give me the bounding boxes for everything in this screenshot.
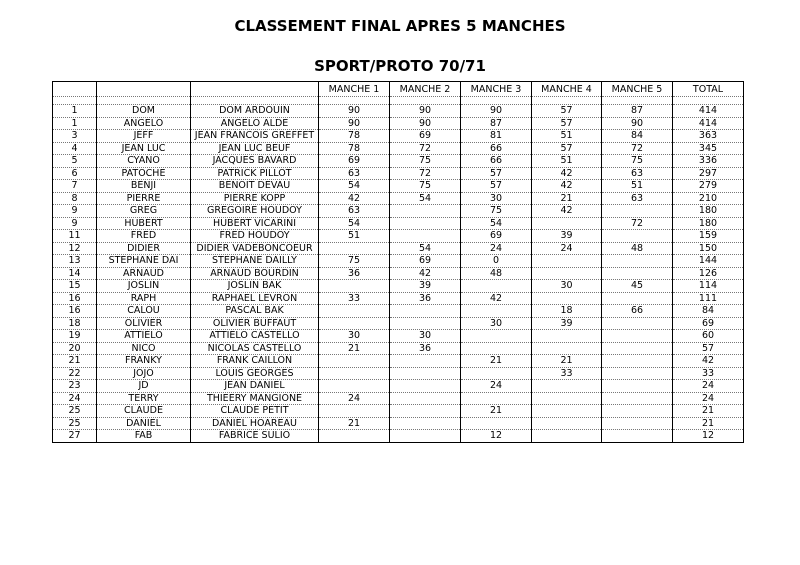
name-cell: JEAN DANIEL [191,380,319,393]
page-title: CLASSEMENT FINAL APRES 5 MANCHES [234,17,566,35]
total-cell: 57 [673,342,744,355]
manche-4-cell: 42 [532,180,602,193]
manche-5-cell [602,405,673,418]
manche-2-cell: 30 [390,330,461,343]
nickname-cell: DANIEL [97,417,191,430]
manche-1-cell: 51 [319,230,390,243]
table-row [53,130,744,143]
manche-5-cell: 63 [602,192,673,205]
manche-4-cell: 24 [532,242,602,255]
rank-cell: 6 [53,167,97,180]
name-cell: LOUIS GEORGES [191,367,319,380]
manche-3-cell: 30 [461,317,532,330]
total-cell: 180 [673,217,744,230]
nickname-cell: FRED [97,230,191,243]
manche-1-cell [319,355,390,368]
rank-cell: 15 [53,280,97,293]
name-cell: FRED HOUDOY [191,230,319,243]
manche-3-cell: 12 [461,430,532,443]
header-manche-1: MANCHE 1 [319,82,390,97]
rank-cell: 1 [53,105,97,118]
nickname-cell: JOSLIN [97,280,191,293]
name-cell: STEPHANE DAILLY [191,255,319,268]
header-nickname [97,82,191,97]
manche-3-cell: 90 [461,105,532,118]
manche-2-cell: 72 [390,167,461,180]
manche-3-cell [461,305,532,318]
table-row [53,255,744,268]
spacer-cell [97,97,191,105]
nickname-cell: CYANO [97,155,191,168]
manche-1-cell: 75 [319,255,390,268]
table-row [53,330,744,343]
manche-1-cell: 54 [319,217,390,230]
table-row [53,155,744,168]
manche-4-cell: 42 [532,167,602,180]
manche-5-cell [602,230,673,243]
header-manche-3: MANCHE 3 [461,82,532,97]
total-cell: 42 [673,355,744,368]
manche-2-cell [390,367,461,380]
manche-5-cell: 72 [602,217,673,230]
manche-5-cell: 84 [602,130,673,143]
nickname-cell: OLIVIER [97,317,191,330]
total-cell: 126 [673,267,744,280]
nickname-cell: FRANKY [97,355,191,368]
manche-3-cell [461,280,532,293]
manche-3-cell [461,330,532,343]
name-cell: RAPHAEL LEVRON [191,292,319,305]
manche-1-cell: 42 [319,192,390,205]
rank-cell: 16 [53,292,97,305]
manche-5-cell [602,317,673,330]
header-rank [53,82,97,97]
total-cell: 114 [673,280,744,293]
rank-cell: 19 [53,330,97,343]
manche-3-cell: 21 [461,355,532,368]
nickname-cell: BENJI [97,180,191,193]
rank-cell: 16 [53,305,97,318]
manche-2-cell [390,392,461,405]
manche-1-cell [319,317,390,330]
name-cell: JEAN FRANCOIS GREFFET [191,130,319,143]
name-cell: ARNAUD BOURDIN [191,267,319,280]
manche-4-cell [532,430,602,443]
manche-5-cell: 90 [602,117,673,130]
nickname-cell: ANGELO [97,117,191,130]
manche-2-cell [390,305,461,318]
total-cell: 144 [673,255,744,268]
header-manche-4: MANCHE 4 [532,82,602,97]
nickname-cell: JEFF [97,130,191,143]
results-table [52,81,744,443]
spacer-cell [461,97,532,105]
rank-cell: 3 [53,130,97,143]
nickname-cell: JD [97,380,191,393]
manche-3-cell: 54 [461,217,532,230]
manche-2-cell [390,417,461,430]
manche-4-cell: 30 [532,280,602,293]
total-cell: 111 [673,292,744,305]
nickname-cell: PATOCHE [97,167,191,180]
manche-1-cell: 63 [319,167,390,180]
total-cell: 84 [673,305,744,318]
manche-3-cell: 57 [461,167,532,180]
rank-cell: 14 [53,267,97,280]
total-cell: 150 [673,242,744,255]
manche-5-cell [602,380,673,393]
manche-1-cell [319,380,390,393]
manche-1-cell [319,367,390,380]
rank-cell: 4 [53,142,97,155]
rank-cell: 13 [53,255,97,268]
table-row [53,117,744,130]
rank-cell: 24 [53,392,97,405]
manche-1-cell: 36 [319,267,390,280]
manche-5-cell: 72 [602,142,673,155]
nickname-cell: ARNAUD [97,267,191,280]
rank-cell: 8 [53,192,97,205]
nickname-cell: FAB [97,430,191,443]
spacer-row [53,97,744,105]
table-row [53,142,744,155]
total-cell: 60 [673,330,744,343]
manche-4-cell [532,342,602,355]
table-row [53,430,744,443]
manche-5-cell: 45 [602,280,673,293]
name-cell: DIDIER VADEBONCOEUR [191,242,319,255]
total-cell: 69 [673,317,744,330]
nickname-cell: DOM [97,105,191,118]
name-cell: JACQUES BAVARD [191,155,319,168]
nickname-cell: PIERRE [97,192,191,205]
nickname-cell: RAPH [97,292,191,305]
table-row [53,267,744,280]
manche-1-cell: 90 [319,117,390,130]
manche-4-cell: 42 [532,205,602,218]
total-cell: 345 [673,142,744,155]
nickname-cell: ATTIELO [97,330,191,343]
manche-2-cell: 36 [390,342,461,355]
manche-4-cell: 18 [532,305,602,318]
nickname-cell: TERRY [97,392,191,405]
manche-4-cell: 57 [532,105,602,118]
manche-5-cell [602,267,673,280]
name-cell: HUBERT VICARINI [191,217,319,230]
manche-5-cell: 63 [602,167,673,180]
manche-4-cell: 51 [532,155,602,168]
rank-cell: 18 [53,317,97,330]
manche-1-cell: 78 [319,130,390,143]
manche-4-cell [532,405,602,418]
manche-1-cell: 69 [319,155,390,168]
manche-2-cell: 75 [390,180,461,193]
name-cell: JOSLIN BAK [191,280,319,293]
rank-cell: 22 [53,367,97,380]
manche-2-cell: 36 [390,292,461,305]
manche-4-cell [532,217,602,230]
table-row [53,305,744,318]
name-cell: CLAUDE PETIT [191,405,319,418]
manche-2-cell: 75 [390,155,461,168]
manche-4-cell: 33 [532,367,602,380]
spacer-cell [191,97,319,105]
rank-cell: 25 [53,417,97,430]
table-row [53,280,744,293]
total-cell: 159 [673,230,744,243]
manche-3-cell: 81 [461,130,532,143]
spacer-cell [532,97,602,105]
spacer-cell [319,97,390,105]
manche-4-cell [532,417,602,430]
manche-1-cell: 78 [319,142,390,155]
manche-5-cell [602,367,673,380]
name-cell: PIERRE KOPP [191,192,319,205]
manche-1-cell [319,242,390,255]
manche-5-cell: 51 [602,180,673,193]
rank-cell: 1 [53,117,97,130]
manche-3-cell: 48 [461,267,532,280]
manche-1-cell: 54 [319,180,390,193]
rank-cell: 25 [53,405,97,418]
manche-3-cell: 24 [461,380,532,393]
spacer-cell [390,97,461,105]
table-row [53,105,744,118]
rank-cell: 12 [53,242,97,255]
manche-2-cell: 39 [390,280,461,293]
manche-4-cell: 51 [532,130,602,143]
manche-2-cell [390,217,461,230]
manche-5-cell [602,417,673,430]
manche-2-cell: 42 [390,267,461,280]
name-cell: PATRICK PILLOT [191,167,319,180]
manche-2-cell: 69 [390,130,461,143]
name-cell: OLIVIER BUFFAUT [191,317,319,330]
manche-2-cell [390,230,461,243]
table-row [53,367,744,380]
total-cell: 414 [673,117,744,130]
table-row [53,380,744,393]
manche-1-cell: 24 [319,392,390,405]
manche-1-cell: 33 [319,292,390,305]
table-row [53,342,744,355]
manche-4-cell: 21 [532,355,602,368]
manche-3-cell: 21 [461,405,532,418]
name-cell: JEAN LUC BEUF [191,142,319,155]
name-cell: THIEERY MANGIONE [191,392,319,405]
manche-5-cell [602,292,673,305]
manche-5-cell [602,255,673,268]
manche-4-cell: 57 [532,142,602,155]
manche-3-cell: 24 [461,242,532,255]
name-cell: BENOIT DEVAU [191,180,319,193]
manche-5-cell [602,205,673,218]
table-row [53,230,744,243]
nickname-cell: STEPHANE DAI [97,255,191,268]
name-cell: GREGOIRE HOUDOY [191,205,319,218]
manche-1-cell [319,430,390,443]
manche-1-cell: 90 [319,105,390,118]
name-cell: FRANK CAILLON [191,355,319,368]
manche-4-cell [532,292,602,305]
rank-cell: 23 [53,380,97,393]
rank-cell: 7 [53,180,97,193]
manche-5-cell: 87 [602,105,673,118]
manche-5-cell [602,330,673,343]
rank-cell: 27 [53,430,97,443]
manche-2-cell [390,380,461,393]
table-row [53,217,744,230]
nickname-cell: HUBERT [97,217,191,230]
manche-2-cell [390,355,461,368]
total-cell: 21 [673,417,744,430]
manche-3-cell: 57 [461,180,532,193]
rank-cell: 21 [53,355,97,368]
name-cell: NICOLAS CASTELLO [191,342,319,355]
name-cell: ANGELO ALDE [191,117,319,130]
manche-4-cell: 39 [532,230,602,243]
manche-2-cell [390,405,461,418]
table-row [53,205,744,218]
manche-2-cell [390,205,461,218]
manche-4-cell: 57 [532,117,602,130]
table-row [53,292,744,305]
manche-5-cell [602,430,673,443]
manche-5-cell [602,392,673,405]
manche-4-cell [532,330,602,343]
manche-3-cell [461,367,532,380]
rank-cell: 11 [53,230,97,243]
manche-2-cell: 72 [390,142,461,155]
manche-1-cell [319,405,390,418]
table-row [53,417,744,430]
rank-cell: 5 [53,155,97,168]
manche-4-cell [532,392,602,405]
manche-2-cell [390,317,461,330]
manche-5-cell: 66 [602,305,673,318]
nickname-cell: JEAN LUC [97,142,191,155]
nickname-cell: DIDIER [97,242,191,255]
manche-2-cell: 90 [390,105,461,118]
manche-3-cell: 66 [461,155,532,168]
rank-cell: 20 [53,342,97,355]
table-row [53,192,744,205]
total-cell: 363 [673,130,744,143]
manche-1-cell: 21 [319,342,390,355]
table-row [53,317,744,330]
manche-4-cell: 39 [532,317,602,330]
nickname-cell: NICO [97,342,191,355]
manche-3-cell [461,417,532,430]
header-total: TOTAL [673,82,744,97]
manche-3-cell: 66 [461,142,532,155]
manche-4-cell: 21 [532,192,602,205]
table-row [53,180,744,193]
manche-3-cell: 0 [461,255,532,268]
rank-cell: 9 [53,217,97,230]
total-cell: 279 [673,180,744,193]
manche-1-cell [319,305,390,318]
name-cell: PASCAL BAK [191,305,319,318]
nickname-cell: CLAUDE [97,405,191,418]
total-cell: 24 [673,380,744,393]
manche-2-cell: 54 [390,242,461,255]
header-row [53,82,744,97]
manche-3-cell: 87 [461,117,532,130]
spacer-cell [53,97,97,105]
total-cell: 297 [673,167,744,180]
manche-5-cell [602,342,673,355]
total-cell: 21 [673,405,744,418]
manche-5-cell: 48 [602,242,673,255]
total-cell: 12 [673,430,744,443]
manche-1-cell: 21 [319,417,390,430]
manche-3-cell [461,392,532,405]
results-body [53,97,744,443]
nickname-cell: CALOU [97,305,191,318]
manche-2-cell [390,430,461,443]
manche-5-cell [602,355,673,368]
manche-3-cell: 42 [461,292,532,305]
page-subtitle: SPORT/PROTO 70/71 [314,57,486,75]
table-row [53,405,744,418]
total-cell: 33 [673,367,744,380]
header-name [191,82,319,97]
spacer-cell [602,97,673,105]
table-row [53,392,744,405]
manche-4-cell [532,267,602,280]
table-row [53,355,744,368]
total-cell: 24 [673,392,744,405]
manche-3-cell: 69 [461,230,532,243]
manche-1-cell [319,280,390,293]
manche-5-cell: 75 [602,155,673,168]
manche-2-cell: 69 [390,255,461,268]
manche-4-cell [532,380,602,393]
nickname-cell: GREG [97,205,191,218]
manche-4-cell [532,255,602,268]
table-row [53,167,744,180]
name-cell: FABRICE SULIO [191,430,319,443]
table-row [53,242,744,255]
name-cell: DANIEL HOAREAU [191,417,319,430]
manche-3-cell: 75 [461,205,532,218]
rank-cell: 9 [53,205,97,218]
manche-2-cell: 54 [390,192,461,205]
total-cell: 180 [673,205,744,218]
header-manche-2: MANCHE 2 [390,82,461,97]
total-cell: 336 [673,155,744,168]
header-manche-5: MANCHE 5 [602,82,673,97]
total-cell: 414 [673,105,744,118]
name-cell: ATTIELO CASTELLO [191,330,319,343]
manche-1-cell: 30 [319,330,390,343]
total-cell: 210 [673,192,744,205]
spacer-cell [673,97,744,105]
nickname-cell: JOJO [97,367,191,380]
name-cell: DOM ARDOUIN [191,105,319,118]
manche-3-cell: 30 [461,192,532,205]
manche-3-cell [461,342,532,355]
manche-1-cell: 63 [319,205,390,218]
manche-2-cell: 90 [390,117,461,130]
